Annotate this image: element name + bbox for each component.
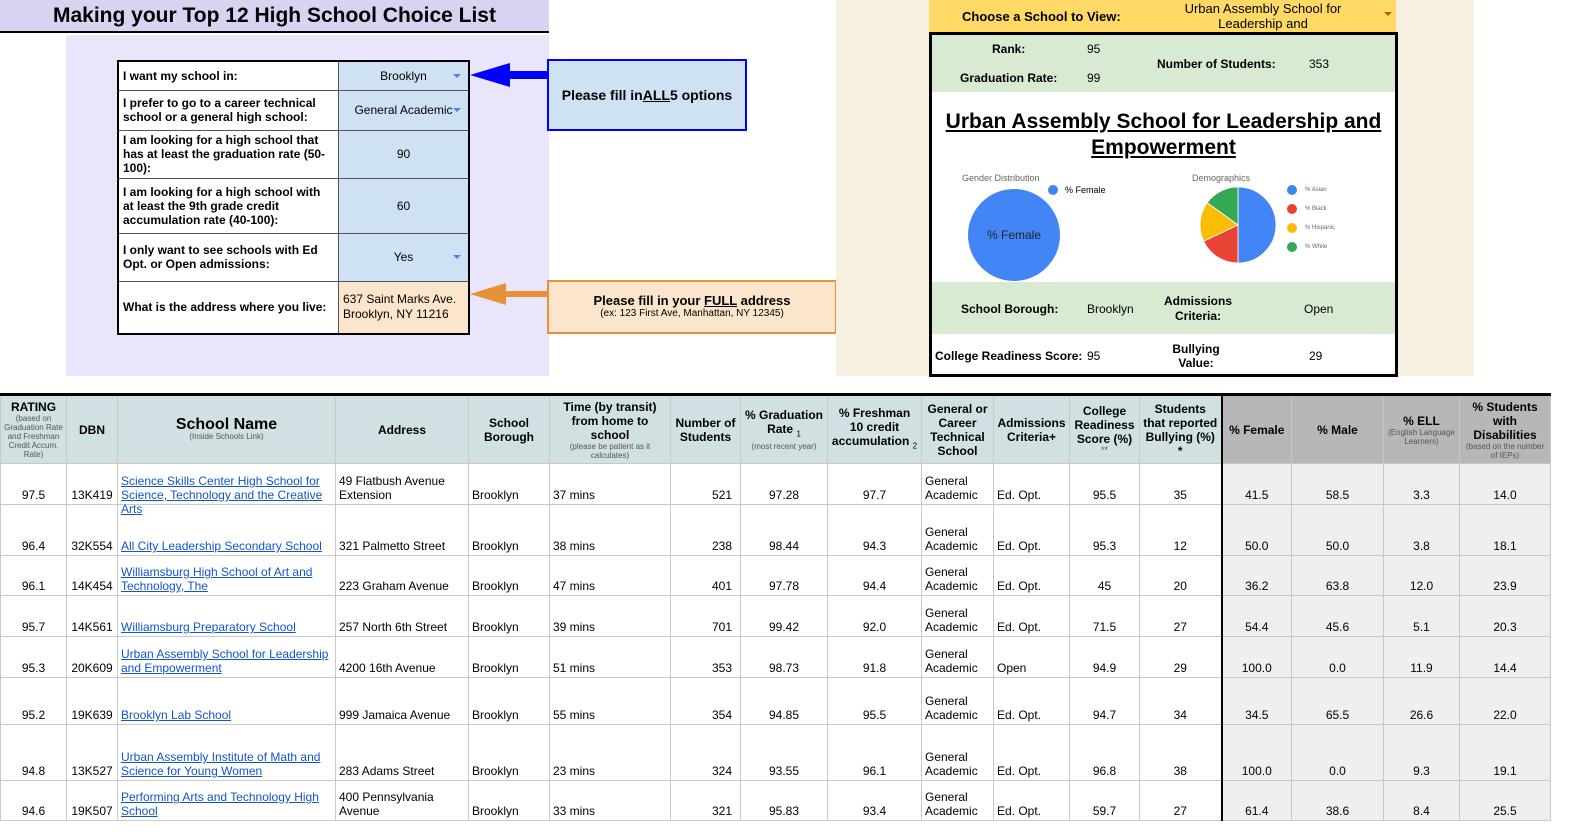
header-dbn[interactable]: DBN <box>67 395 118 464</box>
table-row <box>1 678 1551 725</box>
school-detail-panel <box>929 32 1398 377</box>
cell-address: 223 Graham Avenue <box>336 556 469 596</box>
address-input[interactable]: 637 Saint Marks Ave. Brooklyn, NY 11216 <box>339 281 470 334</box>
school-stats-bottom <box>932 282 1395 334</box>
cell-bullying: 34 <box>1140 678 1222 725</box>
legend-dot-icon <box>1287 223 1297 233</box>
cell-grad: 97.78 <box>741 556 828 596</box>
cell-bullying: 27 <box>1140 781 1222 821</box>
cell-students: 353 <box>671 637 741 678</box>
cell-ell: 11.9 <box>1384 637 1460 678</box>
cell-borough: Brooklyn <box>469 556 550 596</box>
borough-label: School Borough: <box>961 302 1059 316</box>
chevron-down-icon[interactable] <box>453 108 461 112</box>
header-travel-time[interactable]: Time (by transit) from home to school (please be patient as it calculates) <box>550 395 671 464</box>
school-link[interactable]: All City Leadership Secondary School <box>121 539 322 553</box>
rank-label: Rank: <box>992 42 1026 56</box>
cell-rating: 95.2 <box>1 678 67 725</box>
cell-admissions: Open <box>994 637 1070 678</box>
chevron-down-icon[interactable] <box>453 255 461 259</box>
cell-dbn: 20K609 <box>67 637 118 678</box>
students-value: 353 <box>1309 57 1330 71</box>
school-type-select[interactable]: General Academic <box>339 90 470 130</box>
cell-students: 238 <box>671 505 741 556</box>
students-label: Number of Students: <box>1157 57 1276 71</box>
header-female[interactable]: % Female <box>1222 395 1292 464</box>
header-students[interactable]: Number of Students <box>671 395 741 464</box>
cell-admissions: Ed. Opt. <box>994 725 1070 781</box>
cell-rating: 95.7 <box>1 596 67 637</box>
cell-male: 38.6 <box>1292 781 1384 821</box>
school-link[interactable]: Brooklyn Lab School <box>121 708 232 722</box>
cell-bullying: 20 <box>1140 556 1222 596</box>
cell-freshman: 96.1 <box>828 725 922 781</box>
borough-value: Brooklyn <box>1087 302 1134 316</box>
cell-bullying: 27 <box>1140 596 1222 637</box>
cell-name <box>118 505 336 556</box>
cell-students: 354 <box>671 678 741 725</box>
cell-male: 0.0 <box>1292 637 1384 678</box>
gender-pie-chart <box>966 187 1062 283</box>
cell-address: 257 North 6th Street <box>336 596 469 637</box>
bullying-label: Bullying Value: <box>1172 342 1220 370</box>
grad-rate-input[interactable]: 90 <box>339 130 470 178</box>
school-link[interactable]: Science Skills Center High School for Science, Technology and the Creative Arts <box>121 474 323 516</box>
table-row <box>1 556 1551 596</box>
cell-swd: 20.3 <box>1460 596 1551 637</box>
chooser-label: Choose a School to View: <box>962 9 1121 24</box>
cell-swd: 14.0 <box>1460 464 1551 505</box>
header-grad-rate[interactable]: % Graduation Rate $_1$ (most recent year) <box>741 395 828 464</box>
borough-select[interactable]: Brooklyn <box>339 61 470 90</box>
cell-bullying: 29 <box>1140 637 1222 678</box>
school-title: Urban Assembly School for Leadership and Empowerment <box>945 110 1382 159</box>
cell-address: 999 Jamaica Avenue <box>336 678 469 725</box>
cell-bullying: 35 <box>1140 464 1222 505</box>
cell-male: 50.0 <box>1292 505 1384 556</box>
header-freshman-credit[interactable]: % Freshman 10 credit accumulation $_2$ <box>828 395 922 464</box>
header-school-type[interactable]: General or Career Technical School <box>922 395 994 464</box>
cell-time: 23 mins <box>550 725 671 781</box>
cell-female: 100.0 <box>1222 725 1292 781</box>
cell-readiness: 95.5 <box>1070 464 1140 505</box>
header-school-name[interactable]: School Name (Inside Schools Link) <box>118 395 336 464</box>
cell-type: General Academic <box>922 637 994 678</box>
cell-time: 39 mins <box>550 596 671 637</box>
cell-readiness: 94.7 <box>1070 678 1140 725</box>
cell-female: 61.4 <box>1222 781 1292 821</box>
address-example: (ex: 123 First Ave, Manhattan, NY 12345) <box>600 308 784 319</box>
cell-female: 100.0 <box>1222 637 1292 678</box>
header-disabilities[interactable]: % Students with Disabilities (based on the number of IEPs) <box>1460 395 1551 464</box>
legend-dot-icon <box>1287 204 1297 214</box>
gender-legend-label: % Female <box>1065 185 1106 195</box>
cell-admissions: Ed. Opt. <box>994 464 1070 505</box>
admissions-label: Admissions Criteria: <box>1163 294 1232 323</box>
cell-students: 321 <box>671 781 741 821</box>
cell-name <box>118 596 336 637</box>
cell-swd: 18.1 <box>1460 505 1551 556</box>
legend-dot-icon <box>1287 185 1297 195</box>
cell-borough: Brooklyn <box>469 505 550 556</box>
cell-male: 0.0 <box>1292 725 1384 781</box>
cell-grad: 98.73 <box>741 637 828 678</box>
grad-rate-question: I am looking for a high school that has at least the graduation rate (50-100): <box>118 130 339 178</box>
cell-address: 49 Flatbush Avenue Extension <box>336 464 469 505</box>
cell-ell: 26.6 <box>1384 678 1460 725</box>
demographics-legend: % Asian % Black % Hispanic % White <box>1287 185 1367 261</box>
fill-options-callout: Please fill in ALL 5 options <box>547 59 747 131</box>
cell-dbn: 13K419 <box>67 464 118 505</box>
cell-female: 50.0 <box>1222 505 1292 556</box>
cell-female: 54.4 <box>1222 596 1292 637</box>
cell-ell: 8.4 <box>1384 781 1460 821</box>
school-stats-top <box>932 35 1395 92</box>
cell-freshman: 97.7 <box>828 464 922 505</box>
cell-grad: 98.44 <box>741 505 828 556</box>
school-chooser[interactable] <box>929 0 1396 32</box>
cell-swd: 23.9 <box>1460 556 1551 596</box>
cell-freshman: 92.0 <box>828 596 922 637</box>
cell-swd: 25.5 <box>1460 781 1551 821</box>
demographics-pie-chart <box>1198 185 1278 265</box>
admissions-value: Open <box>1304 302 1334 316</box>
cell-dbn: 19K639 <box>67 678 118 725</box>
cell-rating: 94.6 <box>1 781 67 821</box>
selected-school[interactable]: Urban Assembly School for Leadership and <box>1184 1 1342 31</box>
cell-type: General Academic <box>922 505 994 556</box>
fill-address-callout: Please fill in your FULL address (ex: 123 First Ave, Manhattan, NY 12345) <box>547 280 837 334</box>
cell-freshman: 91.8 <box>828 637 922 678</box>
cell-dbn: 14K454 <box>67 556 118 596</box>
cell-ell: 12.0 <box>1384 556 1460 596</box>
grad-rate-label: Graduation Rate: <box>960 71 1058 85</box>
cell-address: 283 Adams Street <box>336 725 469 781</box>
cell-admissions: Ed. Opt. <box>994 596 1070 637</box>
cell-type: General Academic <box>922 781 994 821</box>
blue-arrow-icon <box>470 62 550 88</box>
table-row <box>1 781 1551 821</box>
cell-type: General Academic <box>922 596 994 637</box>
admissions-question: I only want to see schools with Ed Opt. or Open admissions: <box>118 233 339 281</box>
header-bullying[interactable]: Students that reported Bullying (%) * <box>1140 395 1222 464</box>
cell-rating: 97.5 <box>1 464 67 505</box>
cell-bullying: 38 <box>1140 725 1222 781</box>
cell-male: 63.8 <box>1292 556 1384 596</box>
cell-borough: Brooklyn <box>469 596 550 637</box>
table-row <box>1 637 1551 678</box>
legend-dot-icon <box>1287 242 1297 252</box>
chevron-down-icon[interactable] <box>453 74 461 78</box>
cell-time: 38 mins <box>550 505 671 556</box>
cell-grad: 95.83 <box>741 781 828 821</box>
table-row <box>1 596 1551 637</box>
cell-admissions: Ed. Opt. <box>994 781 1070 821</box>
sheet-title: Making your Top 12 High School Choice List <box>0 0 549 33</box>
cell-address: 321 Palmetto Street <box>336 505 469 556</box>
cell-name <box>118 464 336 516</box>
cell-male: 45.6 <box>1292 596 1384 637</box>
cell-admissions: Ed. Opt. <box>994 556 1070 596</box>
cell-rating: 96.4 <box>1 505 67 556</box>
cell-male: 58.5 <box>1292 464 1384 505</box>
cell-dbn: 32K554 <box>67 505 118 556</box>
cell-ell: 9.3 <box>1384 725 1460 781</box>
cell-ell: 3.3 <box>1384 464 1460 505</box>
cell-address: 400 Pennsylvania Avenue <box>336 781 469 821</box>
grad-rate-value: 99 <box>1087 71 1101 85</box>
cell-grad: 94.85 <box>741 678 828 725</box>
pie-slice-asian <box>1238 187 1276 263</box>
cell-dbn: 13K527 <box>67 725 118 781</box>
cell-borough: Brooklyn <box>469 464 550 505</box>
cell-type: General Academic <box>922 725 994 781</box>
table-body <box>1 464 1551 821</box>
cell-bullying: 12 <box>1140 505 1222 556</box>
cell-borough: Brooklyn <box>469 725 550 781</box>
cell-freshman: 93.4 <box>828 781 922 821</box>
cell-swd: 19.1 <box>1460 725 1551 781</box>
cell-address: 4200 16th Avenue <box>336 637 469 678</box>
admissions-select[interactable]: Yes <box>339 233 470 281</box>
cell-time: 47 mins <box>550 556 671 596</box>
header-admissions[interactable]: Admissions Criteria+ <box>994 395 1070 464</box>
table-row <box>1 505 1551 556</box>
school-type-question: I prefer to go to a career technical school or a general high school: <box>118 90 339 130</box>
cell-admissions: Ed. Opt. <box>994 505 1070 556</box>
cell-type: General Academic <box>922 556 994 596</box>
table-row <box>1 725 1551 781</box>
school-link[interactable]: Williamsburg High School of Art and Technology, The <box>121 565 313 593</box>
demographics-chart-title: Demographics <box>1192 173 1251 183</box>
cell-ell: 3.8 <box>1384 505 1460 556</box>
cell-swd: 14.4 <box>1460 637 1551 678</box>
cell-type: General Academic <box>922 464 994 505</box>
pie-slice-label: % Female <box>986 228 1042 242</box>
cell-type: General Academic <box>922 678 994 725</box>
readiness-label: College Readiness Score: <box>935 349 1083 363</box>
cell-time: 33 mins <box>550 781 671 821</box>
rank-value: 95 <box>1087 42 1101 56</box>
orange-arrow-icon <box>470 282 550 306</box>
cell-readiness: 59.7 <box>1070 781 1140 821</box>
cell-borough: Brooklyn <box>469 678 550 725</box>
cell-dbn: 19K507 <box>67 781 118 821</box>
cell-ell: 5.1 <box>1384 596 1460 637</box>
bullying-value: 29 <box>1309 349 1323 363</box>
header-rating[interactable]: RATING (based on Graduation Rate and Freshman Credit Accum. Rate) <box>1 395 67 464</box>
cell-rating: 96.1 <box>1 556 67 596</box>
cell-borough: Brooklyn <box>469 637 550 678</box>
school-results-table <box>0 393 1551 821</box>
header-male[interactable]: % Male <box>1292 395 1384 464</box>
header-borough[interactable]: School Borough <box>469 395 550 464</box>
gender-chart-title: Gender Distribution <box>962 173 1040 183</box>
cell-freshman: 94.3 <box>828 505 922 556</box>
cell-readiness: 96.8 <box>1070 725 1140 781</box>
cell-readiness: 71.5 <box>1070 596 1140 637</box>
cell-borough: Brooklyn <box>469 781 550 821</box>
cell-students: 521 <box>671 464 741 505</box>
cell-rating: 95.3 <box>1 637 67 678</box>
cell-swd: 22.0 <box>1460 678 1551 725</box>
school-stats-last <box>932 334 1395 377</box>
cell-female: 34.5 <box>1222 678 1292 725</box>
header-ell[interactable]: % ELL (English Language Learners) <box>1384 395 1460 464</box>
header-readiness[interactable]: College Readiness Score (%) ** <box>1070 395 1140 464</box>
cell-freshman: 94.4 <box>828 556 922 596</box>
cell-name <box>118 678 336 725</box>
table-row <box>1 464 1551 505</box>
chevron-down-icon[interactable] <box>1384 12 1392 16</box>
cell-grad: 99.42 <box>741 596 828 637</box>
cell-students: 701 <box>671 596 741 637</box>
school-link[interactable]: Williamsburg Preparatory School <box>121 620 296 634</box>
cell-name <box>118 725 336 781</box>
cell-name <box>118 556 336 596</box>
cell-students: 324 <box>671 725 741 781</box>
cell-readiness: 94.9 <box>1070 637 1140 678</box>
cell-grad: 97.28 <box>741 464 828 505</box>
cell-female: 41.5 <box>1222 464 1292 505</box>
preferences-form <box>117 60 470 335</box>
cell-name <box>118 637 336 678</box>
cell-rating: 94.8 <box>1 725 67 781</box>
cell-readiness: 95.3 <box>1070 505 1140 556</box>
readiness-value: 95 <box>1087 349 1101 363</box>
school-link[interactable]: Urban Assembly Institute of Math and Science for Young Women <box>121 750 321 778</box>
cell-time: 37 mins <box>550 464 671 505</box>
cell-name <box>118 781 336 821</box>
address-question: What is the address where you live: <box>118 281 339 334</box>
header-address[interactable]: Address <box>336 395 469 464</box>
cell-dbn: 14K561 <box>67 596 118 637</box>
borough-question: I want my school in: <box>118 61 339 90</box>
cell-readiness: 45 <box>1070 556 1140 596</box>
cell-grad: 93.55 <box>741 725 828 781</box>
cell-time: 51 mins <box>550 637 671 678</box>
cell-female: 36.2 <box>1222 556 1292 596</box>
credit-rate-question: I am looking for a high school with at least the 9th grade credit accumulation rate (40-100): <box>118 178 339 233</box>
cell-freshman: 95.5 <box>828 678 922 725</box>
school-link[interactable]: Urban Assembly School for Leadership and Empowerment <box>121 647 329 675</box>
credit-rate-input[interactable]: 60 <box>339 178 470 233</box>
cell-admissions: Ed. Opt. <box>994 678 1070 725</box>
cell-male: 65.5 <box>1292 678 1384 725</box>
school-link[interactable]: Performing Arts and Technology High School <box>121 790 319 818</box>
cell-time: 55 mins <box>550 678 671 725</box>
legend-dot-icon <box>1048 185 1058 195</box>
cell-students: 401 <box>671 556 741 596</box>
